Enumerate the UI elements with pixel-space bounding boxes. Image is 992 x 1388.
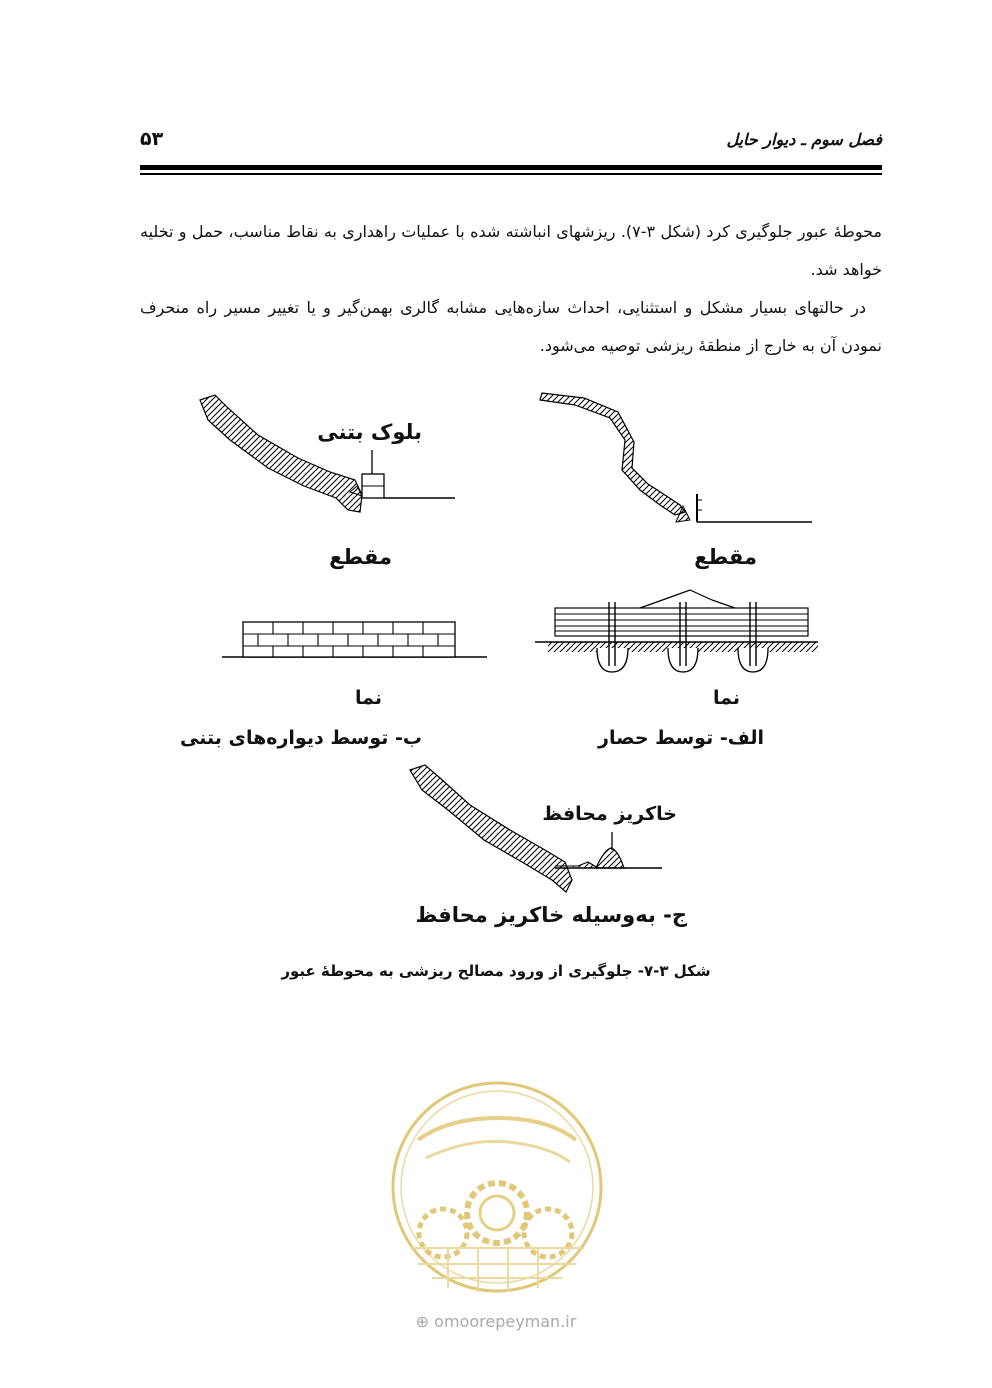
page-header — [140, 128, 882, 158]
watermark-site-text — [0, 1312, 992, 1331]
header-rule-thick — [140, 165, 882, 170]
label-c-berm: ج- به‌وسیله خاکریز محافظ — [415, 903, 687, 927]
label-concrete-block: بلوک بتنی — [317, 420, 422, 444]
header-rule-thin — [140, 173, 882, 175]
body-text — [140, 213, 882, 365]
label-section-right: مقطع — [694, 545, 757, 569]
watermark-seal-icon — [388, 1078, 606, 1310]
chapter-title: فصل سوم ـ دیوار حایل — [726, 130, 882, 149]
at-icon: ⊕ — [415, 1312, 430, 1331]
figure-3-7 — [0, 380, 992, 1000]
label-elevation-left: نما — [354, 687, 382, 709]
watermark-site: omoorepeyman.ir — [434, 1312, 577, 1331]
label-elevation-right: نما — [712, 687, 740, 709]
elevation-fence-drawing — [535, 590, 818, 672]
section-fence-drawing — [540, 393, 812, 522]
section-protective-berm-drawing — [410, 765, 662, 892]
figure-caption: شکل ۳-۷- جلوگیری از ورود مصالح ریزشی به محوطهٔ عبور — [281, 962, 711, 980]
label-b-concrete-walls: ب- توسط دیواره‌های بتنی — [180, 727, 422, 749]
page-number: ۵۳ — [140, 128, 164, 150]
label-protective-berm: خاکریز محافظ — [542, 803, 677, 825]
label-a-fence: الف- توسط حصار — [598, 727, 764, 749]
paragraph-1: محوطهٔ عبور جلوگیری کرد (شکل ۳-۷). ریزشهای انباشته شده با عملیات راهداری به نقاط مناسب، حمل و تخلیه خواهد شد. — [140, 222, 883, 279]
section-concrete-block-drawing — [200, 395, 455, 512]
paragraph-2: در حالتهای بسیار مشکل و استثنایی، احداث سازه‌هایی مشابه گالری بهمن‌گیر و یا تغییر مسیر راه منحرف نمودن آن به خارج از منطقهٔ ریزشی توصیه می‌شود. — [140, 298, 882, 355]
elevation-block-wall-drawing — [222, 622, 487, 657]
label-section-left: مقطع — [329, 545, 392, 569]
watermark-logo — [388, 1078, 606, 1310]
